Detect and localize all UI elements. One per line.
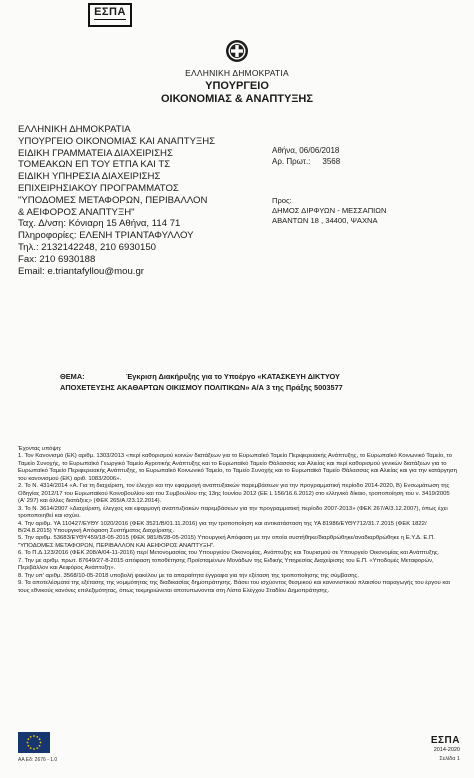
protocol-row [272,157,340,168]
ministry-title [0,80,474,106]
espa-logo [88,3,132,27]
espa-logo-text: ΕΣΠΑ [94,6,126,18]
body-paragraph: 1. Τον Κανονισμό (ΕΚ) αριθμ. 1303/2013 «περί καθορισμού κοινών διατάξεων για το Ευρωπαϊκό Ταμείο Περιφερειακής Ανάπτυξης, το Ευρωπαϊκό Κοινωνικό Ταμείο, το Ταμείο Συνοχής, το Ευρωπαϊκό Γεωργικό Ταμείο Αγροτικής Ανάπτυξης και το Ευρωπαϊκό Ταμείο Θάλασσας και Αλιείας και περί καθορισμού γενικών διατάξεων για το Ευρωπαϊκό Ταμείο Περιφερειακής Ανάπτυξης, το Ευρωπαϊκό Κοινωνικό Ταμείο, το Ταμείο Συνοχής και το Ευρωπαϊκό Ταμείο Θάλασσας και Αλιείας και για την κατάργηση του κανονισμού (ΕΚ) αριθ. 1083/2006». [18,453,457,482]
recipient-block [272,196,386,226]
sender-fax: Fax: 210 6930188 [18,253,96,265]
body-paragraph: 8. Την υπ' αριθμ. 3568/10-05-2018 υποβολή φακέλου με τα απαραίτητα έγγραφα για την εξέταση της τροποποίησης της σύμβασης. [18,572,359,579]
greek-coat-of-arms-icon [224,38,250,64]
recipient-line2: ΑΒΑΝΤΩΝ 18 , 34400, ΨΑΧΝΑ [272,216,378,225]
republic-title: ΕΛΛΗΝΙΚΗ ΔΗΜΟΚΡΑΤΙΑ [185,68,289,78]
footer-code: ΑΑ Εδ: 2676 - 1.0 [18,757,58,763]
ministry-line1: ΥΠΟΥΡΓΕΙΟ [205,80,269,92]
document-meta [272,146,340,167]
espa-footer-title: ΕΣΠΑ [430,735,460,746]
sender-contact-person: Πληροφορίες: ΕΛΕΝΗ ΤΡΙΑΝΤΑΦΥΛΛΟΥ [18,230,194,242]
sender-line: "ΥΠΟΔΟΜΕΣ ΜΕΤΑΦΟΡΩΝ, ΠΕΡΙΒΑΛΛΟΝ [18,194,208,206]
body-paragraph: 9. Τα αποτελέσματα της εξέτασης της νομιμότητας της διαδικασίας δημοπράτησης. Βάσει του ισχύοντος θεσμικού και κανονιστικού πλαισίου παραγωγής του έργου και τους εθνικούς κανόνες επιλεξιμότητας, όπως τεκμηριώνεται αποτυπωνονται στη Λίστα Ελέγχου Σταδίου Δημοπράτησης. [18,580,450,594]
sender-line: ΕΙΔΙΚΗ ΥΠΗΡΕΣΙΑ ΔΙΑΧΕΙΡΙΣΗΣ [18,171,161,183]
subject-line2: ΑΠΟΧΕΤΕΥΣΗΣ ΑΚΑΘΑΡΤΩΝ ΟΙΚΙΣΜΟΥ ΠΟΛΙΤΙΚΩΝ» Α/Α 3 της Πράξης 5003577 [60,383,343,392]
protocol-number: 3568 [322,156,341,166]
page-number: Σελίδα 1 [439,756,460,762]
subject-line1: Έγκριση Διακήρυξης για το Υποέργο «ΚΑΤΑΣΚΕΥΗ ΔΙΚΤΥΟΥ [126,372,340,381]
body-paragraph: 2. Το Ν. 4314/2014 «Α. Για τη διαχείριση, τον έλεγχο και την εφαρμογή αναπτυξιακών παρεμβάσεων για την προγραμματική περίοδο 2014-2020, Β) Ενσωμάτωση της Οδηγίας 2012/17 του Ευρωπαϊκού Κοινοβουλίου και του Συμβουλίου της 13ης Ιουνίου 2012 (ΕΕ L 156/16.6.2012) στο ελληνικό δίκαιο, τροποποίηση του ν. 3419/2005 (Α' 297) και άλλες διατάξεις» (ΦΕΚ 265/Α /23.12.2014). [18,483,450,505]
body-paragraph: 5. Την αριθμ. 53683/ΕΥΘΥ459/18-05-2015 (ΦΕΚ 981/Β/28-05-2015) Υπουργική Απόφαση με την οποία συστήθηκε/διαρθρώθηκε/αναδιαρθρώθηκε η Ε.Υ.Δ. Ε.Π. "ΥΠΟΔΟΜΕΣ ΜΕΤΑΦΟΡΩΝ, ΠΕΡΙΒΑΛΛΟΝ ΚΑΙ ΑΕΙΦΟΡΟΣ ΑΝΑΠΤΥΞΗ". [18,535,435,549]
sender-line: ΕΛΛΗΝΙΚΗ ΔΗΜΟΚΡΑΤΙΑ [18,124,131,135]
espa-footer-logo [404,735,460,762]
sender-address: Ταχ. Δ/νση: Κόνιαρη 15 Αθήνα, 114 71 [18,218,181,230]
sender-line: & ΑΕΙΦΟΡΟΣ ΑΝΑΠΤΥΞΗ" [18,206,135,218]
document-body [18,446,458,595]
sender-line: ΕΠΙΧΕΙΡΗΣΙΑΚΟΥ ΠΡΟΓΡΑΜΜΑΤΟΣ [18,182,179,194]
subject-label: ΘΕΜΑ: [60,372,85,381]
sender-email: Email: e.triantafyllou@mou.gr [18,265,144,277]
document-date: Αθήνα, 06/06/2018 [272,146,340,155]
protocol-label: Αρ. Πρωτ.: [272,156,311,166]
body-paragraph: 6. Το Π.Δ.123/2016 (ΦΕΚ 208/Α/04-11-2016) περί Μετονομασίας του Υπουργείου Οικονομίας, Ανάπτυξης και Τουρισμού σε Υπουργείο Οικονομίας και Ανάπτυξης. [18,550,440,557]
sender-line: ΥΠΟΥΡΓΕΙΟ ΟΙΚΟΝΟΜΙΑΣ ΚΑΙ ΑΝΑΠΤΥΞΗΣ [18,135,216,147]
recipient-label: Προς: [272,196,292,205]
eu-flag-icon [18,732,50,753]
sender-block [18,124,258,277]
recipient-line1: ΔΗΜΟΣ ΔΙΡΦΥΩΝ - ΜΕΣΣΑΠΙΩΝ [272,206,387,215]
subject-block [60,371,440,393]
ministry-line2: ΟΙΚΟΝΟΜΙΑΣ & ΑΝΑΠΤΥΞΗΣ [161,93,313,105]
body-paragraph: 7. Την με αριθμ. πρωτ. 87649/27-8-2015 απόφαση τοποθέτησης Προϊσταμένων Μονάδων της Ειδικής Υπηρεσίας Διαχείρισης του Ε.Π. «Υποδομές Μεταφορών, Περιβάλλον και Αειφόρος Ανάπτυξη». [18,557,434,572]
espa-footer-period: 2014-2020 [433,747,460,753]
body-intro: Έχοντας υπόψη: [18,446,62,452]
sender-phone: Τηλ.: 2132142248, 210 6930150 [18,241,156,253]
sender-line: ΤΟΜΕΑΚΩΝ ΕΠ ΤΟΥ ΕΤΠΑ ΚΑΙ ΤΣ [18,159,171,171]
body-paragraph: 3. Το Ν. 3614/2007 «Διαχείριση, έλεγχος και εφαρμογή αναπτυξιακών παρεμβάσεων για την προγραμματική περίοδο 2007-2013» (ΦΕΚ 267/Α/3.12.2007), όπως έχει τροποποιηθεί και ισχύει. [18,505,448,520]
body-paragraph: 4. Την αριθμ. ΥΑ 110427/ΕΥΘΥ 1020/2016 (ΦΕΚ 3521/Β/01.11.2016) για την τροποποίηση και αντικατάσταση της ΥΑ 81986/ΕΥΘΥ712/31.7.2015 (ΦΕΚ 1822/Β/24.8.2015) Υπουργική Απόφαση Συστήματος Διαχείρισης. [18,520,427,534]
sender-line: ΕΙΔΙΚΗ ΓΡΑΜΜΑΤΕΙΑ ΔΙΑΧΕΙΡΙΣΗΣ [18,147,173,159]
